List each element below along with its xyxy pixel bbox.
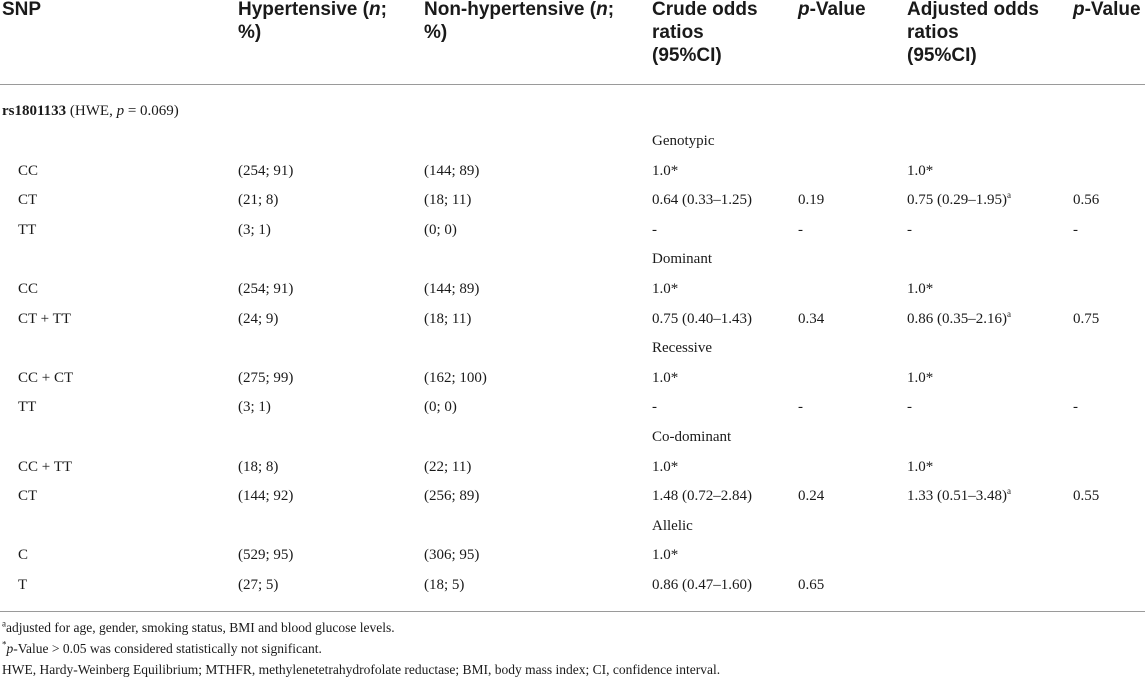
table-row <box>0 305 1145 335</box>
cell-crude-or: - <box>652 399 657 416</box>
table-row <box>0 541 1145 571</box>
model-subheading-row <box>0 127 1145 157</box>
table-footnotes <box>2 617 1142 680</box>
cell-non-hypertensive: (162; 100) <box>424 369 487 386</box>
cell-genotype: TT <box>18 221 37 238</box>
cell-non-hypertensive: (18; 11) <box>424 192 472 209</box>
cell-hypertensive: (144; 92) <box>238 488 294 505</box>
table-header <box>0 0 1145 85</box>
cell-crude-or: Genotypic <box>652 133 715 149</box>
table-row <box>0 482 1145 512</box>
cell-crude-or: 0.64 (0.33–1.25) <box>652 192 752 209</box>
cell-adjusted-or: 0.86 $(0.35-2.16)^a$ <box>907 308 1011 327</box>
cell-p-value: 0.65 <box>798 577 825 593</box>
cell-non-hypertensive: (18; 5) <box>424 577 465 593</box>
header-crude-or: Crude odds ratios (95%CI) <box>652 0 758 66</box>
cell-genotype: CC <box>18 281 39 297</box>
cell-adjusted-or: 1.0* <box>907 458 934 475</box>
cell-genotype: CC + TT <box>18 458 73 475</box>
footnote-adjusted: $^a$adjusted for age, gender, smoking status, BMI and blood glucose levels. <box>2 618 395 635</box>
cell-crude-or: - <box>652 221 657 238</box>
cell-crude-or: 1.0* <box>652 458 679 475</box>
table-row <box>0 216 1145 246</box>
adjusted-footnote-marker: a <box>1007 486 1011 497</box>
cell-hypertensive: (254; 91) <box>238 162 294 179</box>
cell-crude-or: Co-dominant <box>652 429 732 445</box>
cell-genotype: T <box>18 577 28 593</box>
header-hypertensive: Hypertensive (n; %) <box>238 0 387 43</box>
table-row <box>0 275 1145 305</box>
cell-crude-or: Recessive <box>652 340 712 357</box>
cell-hypertensive: (3; 1) <box>238 399 271 416</box>
cell-adjusted-or: - <box>907 399 912 416</box>
adjusted-footnote-marker: a <box>1007 190 1011 201</box>
cell-adjusted-or: 1.0* <box>907 162 934 179</box>
cell-genotype: C <box>18 547 29 564</box>
cell-p-value-adjusted: - <box>1073 221 1078 238</box>
cell-adjusted-or: - <box>907 221 912 238</box>
cell-p-value-adjusted: 0.56 <box>1073 192 1100 209</box>
model-subheading-row <box>0 512 1145 542</box>
cell-p-value-adjusted: 0.55 <box>1073 488 1100 505</box>
cell-hypertensive: (18; 8) <box>238 458 279 475</box>
cell-genotype: CC <box>18 162 39 179</box>
cell-p-value-adjusted: - <box>1073 399 1078 416</box>
header-p-value-adjusted: p-Value <box>1073 0 1141 20</box>
model-subheading-row <box>0 423 1145 453</box>
cell-crude-or: 1.48 (0.72–2.84) <box>652 488 752 505</box>
cell-hypertensive: (24; 9) <box>238 310 279 327</box>
cell-crude-or: 1.0* <box>652 547 679 564</box>
cell-non-hypertensive: (144; 89) <box>424 162 480 179</box>
snp-heading-row <box>0 97 1145 127</box>
cell-p-value: 0.24 <box>798 488 825 505</box>
table-row <box>0 453 1145 483</box>
cell-crude-or: 0.86 (0.47–1.60) <box>652 577 752 593</box>
cell-crude-or: 1.0* <box>652 162 679 179</box>
cell-genotype: CT <box>18 192 38 209</box>
cell-adjusted-or: 0.75 $(0.29-1.95)^a$ <box>907 190 1011 209</box>
table-row <box>0 364 1145 394</box>
cell-p-value: 0.19 <box>798 192 825 209</box>
cell-non-hypertensive: (22; 11) <box>424 458 472 475</box>
snp-heading: rs1801133 (HWE, p = 0.069) <box>2 103 179 119</box>
cell-crude-or: Dominant <box>652 251 712 268</box>
header-non-hypertensive: Non-hypertensive (n; %) <box>424 0 615 43</box>
table-row <box>0 157 1145 187</box>
cell-adjusted-or: 1.33 $(0.51-3.48)^a$ <box>907 486 1011 505</box>
cell-hypertensive: (3; 1) <box>238 221 271 238</box>
cell-crude-or: 1.0* <box>652 369 679 386</box>
cell-adjusted-or: 1.0* <box>907 281 934 297</box>
cell-non-hypertensive: (0; 0) <box>424 221 457 238</box>
cell-genotype: CT <box>18 488 38 505</box>
cell-hypertensive: (254; 91) <box>238 281 294 297</box>
cell-crude-or: Allelic <box>652 517 693 534</box>
cell-non-hypertensive: (18; 11) <box>424 310 472 327</box>
header-p-value: p-Value <box>798 0 866 20</box>
cell-genotype: CC + CT <box>18 369 74 386</box>
table-row <box>0 571 1145 601</box>
cell-adjusted-or: 1.0* <box>907 369 934 386</box>
cell-p-value: - <box>798 221 803 238</box>
cell-p-value-adjusted: 0.75 <box>1073 310 1100 327</box>
cell-non-hypertensive: (256; 89) <box>424 488 480 505</box>
footnote-significance: *p-Value > 0.05 was considered statistically not significant. <box>2 639 322 656</box>
model-subheading-row <box>0 245 1145 275</box>
header-adjusted-or: Adjusted odds ratios (95%CI) <box>907 0 1039 66</box>
cell-non-hypertensive: (0; 0) <box>424 399 457 416</box>
cell-p-value: 0.34 <box>798 310 825 327</box>
model-subheading-row <box>0 334 1145 364</box>
footnote-abbreviations: HWE, Hardy-Weinberg Equilibrium; MTHFR, methylenetetrahydrofolate reductase; BMI, body mass index; CI, confidence interval. <box>2 662 721 677</box>
cell-genotype: TT <box>18 399 37 416</box>
cell-crude-or: 0.75 (0.40–1.43) <box>652 310 752 327</box>
cell-p-value: - <box>798 399 803 416</box>
adjusted-footnote-marker: a <box>1007 308 1011 319</box>
cell-non-hypertensive: (144; 89) <box>424 281 480 297</box>
cell-non-hypertensive: (306; 95) <box>424 547 480 564</box>
header-snp: SNP <box>2 0 42 20</box>
table-row <box>0 393 1145 423</box>
cell-hypertensive: (529; 95) <box>238 547 294 564</box>
cell-genotype: CT + TT <box>18 310 71 327</box>
cell-hypertensive: (21; 8) <box>238 192 279 209</box>
cell-hypertensive: (27; 5) <box>238 577 279 593</box>
cell-hypertensive: (275; 99) <box>238 369 294 386</box>
cell-crude-or: 1.0* <box>652 281 679 297</box>
table-bottom-rule <box>0 611 1145 612</box>
table-row <box>0 186 1145 216</box>
